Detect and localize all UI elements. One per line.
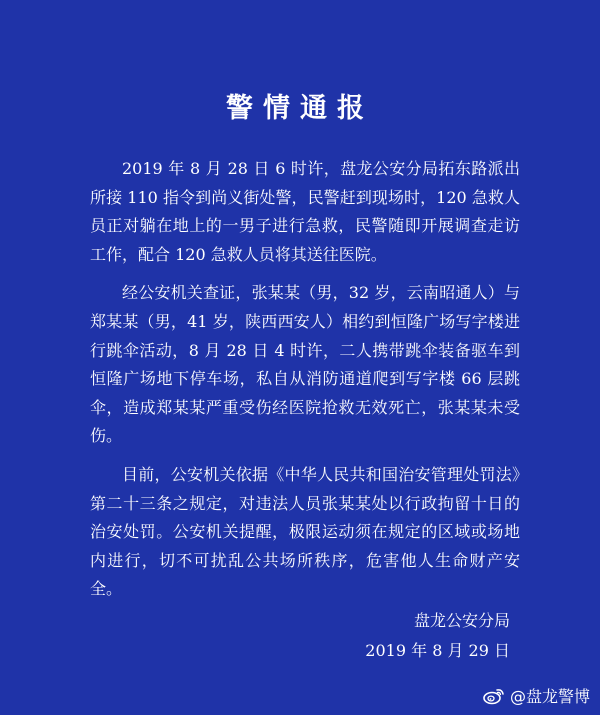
notice-body — [90, 155, 520, 614]
weibo-icon — [483, 687, 505, 705]
paragraph-investigation: 经公安机关查证，张某某（男，32 岁，云南昭通人）与郑某某（男，41 岁，陕西西安人）相约到恒隆广场写字楼进行跳伞活动，8 月 28 日 4 时许，二人携带跳伞装备驱车到恒隆广场地下停车场，私自从消防通道爬到写字楼 66 层跳伞，造成郑某某严重受伤经医院抢救无效死亡，张某某未受伤。 — [90, 283, 520, 446]
weibo-watermark — [483, 684, 590, 707]
issuer-name: 盘龙公安分局 — [413, 611, 510, 630]
paragraph-incident: 2019 年 8 月 28 日 6 时许，盘龙公安分局拓东路派出所接 110 指令到尚义街处警，民警赶到现场时，120 急救人员正对躺在地上的一男子进行急救，民警随即开展调查走访工作，配合 120 急救人员将其送往医院。 — [90, 159, 520, 264]
signature-block — [365, 606, 510, 666]
watermark-handle: @盘龙警博 — [509, 687, 590, 706]
paragraph-penalty: 目前，公安机关依据《中华人民共和国治安管理处罚法》第二十三条之规定，对违法人员张某某处以行政拘留十日的治安处罚。公安机关提醒，极限运动须在规定的区域或场地内进行，切不可扰乱公共场所秩序，危害他人生命财产安全。 — [90, 464, 520, 599]
notice-title: 警情通报 — [226, 93, 374, 124]
issue-date: 2019 年 8 月 29 日 — [365, 641, 510, 660]
